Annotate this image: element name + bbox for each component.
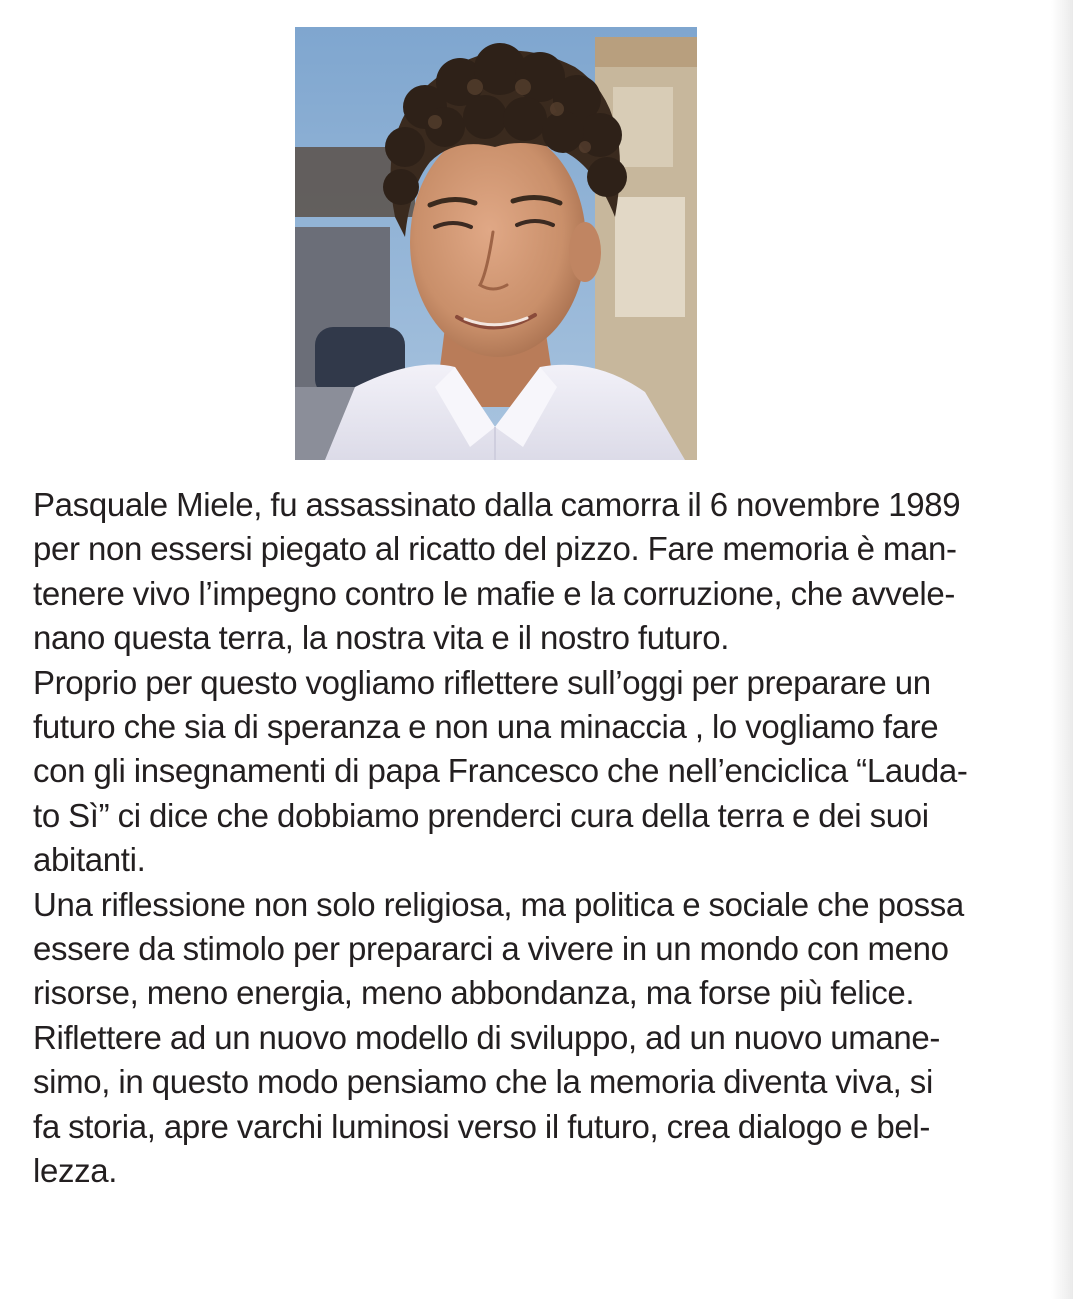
paragraph-line: Riflettere ad un nuovo modello di sviluppo, ad un nuovo umane-: [33, 1018, 941, 1056]
paragraph-line: essere da stimolo per prepararci a vivere in un mondo con meno: [33, 930, 949, 968]
portrait-photo: [295, 27, 697, 460]
paragraph-line: tenere vivo l’impegno contro le mafie e la corruzione, che avvele-: [33, 574, 956, 612]
paragraph-2: [33, 661, 1038, 883]
paragraph-line: risorse, meno energia, meno abbondanza, ma forse più felice.: [33, 974, 915, 1012]
paragraph-line: fa storia, apre varchi luminosi verso il futuro, crea dialogo e bel-: [33, 1107, 930, 1145]
biography-text: [33, 483, 1038, 1194]
paragraph-line: lezza.: [33, 1152, 118, 1190]
paragraph-line: simo, in questo modo pensiamo che la memoria diventa viva, si: [33, 1063, 933, 1101]
paragraph-line: nano questa terra, la nostra vita e il nostro futuro.: [33, 619, 730, 657]
paragraph-line: Una riflessione non solo religiosa, ma politica e sociale che possa: [33, 885, 964, 923]
paragraph-line: Pasquale Miele, fu assassinato dalla camorra il 6 novembre 1989: [33, 486, 961, 523]
paragraph-line: Proprio per questo vogliamo riflettere sull’oggi per preparare un: [33, 663, 931, 701]
paragraph-line: futuro che sia di speranza e non una minaccia , lo vogliamo fare: [33, 708, 939, 746]
paragraph-line: per non essersi piegato al ricatto del pizzo. Fare memoria è man-: [33, 530, 957, 568]
paragraph-1: [33, 483, 1038, 661]
portrait-photo-icon: [295, 27, 697, 460]
paragraph-line: con gli insegnamenti di papa Francesco che nell’enciclica “Lauda-: [33, 752, 968, 790]
paragraph-3: [33, 883, 1038, 1194]
paragraph-line: abitanti.: [33, 841, 146, 879]
paragraph-line: to Sì” ci dice che dobbiamo prenderci cura della terra e dei suoi: [33, 796, 929, 834]
page-edge-shadow: [1051, 0, 1073, 1299]
